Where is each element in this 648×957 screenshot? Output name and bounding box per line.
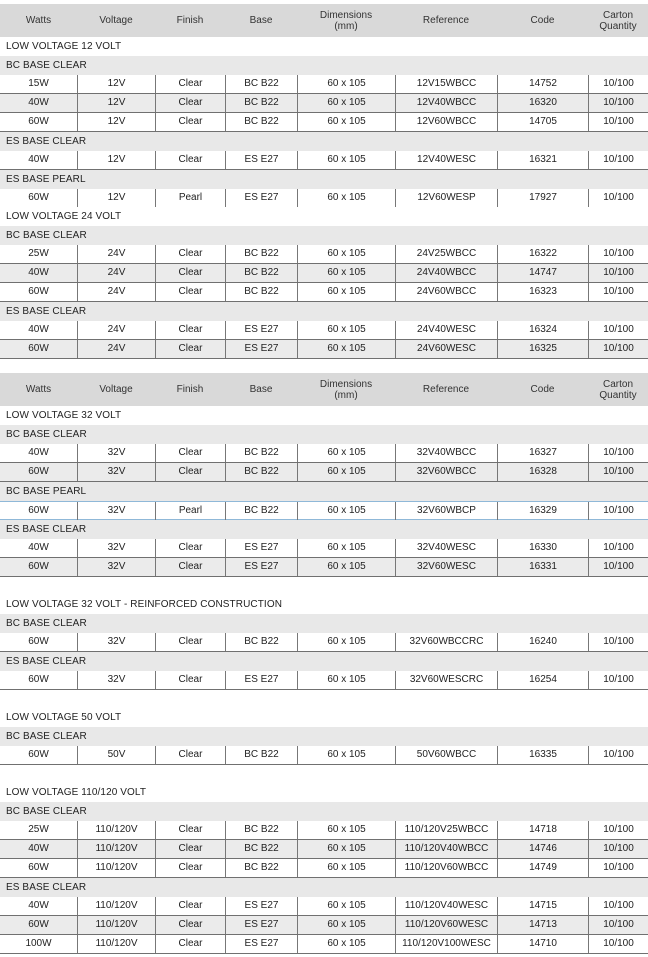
column-header-text: Code [530,15,555,26]
table-cell: ES E27 [225,321,297,339]
table-row [0,859,648,878]
table-cell: 60 x 105 [297,671,395,689]
table-cell: BC B22 [225,75,297,93]
table-cell: Clear [155,633,225,651]
table-cell: 14710 [497,935,588,953]
table-cell: 24V [77,340,155,358]
column-header-text: Reference [422,15,470,26]
table-cell: 32V60WESC [395,558,497,576]
table-cell: 16325 [497,340,588,358]
table-cell: ES E27 [225,340,297,358]
table-cell: 32V [77,444,155,462]
table-cell: 16323 [497,283,588,301]
table-cell: ES E27 [225,189,297,207]
table-cell: 110/120V40WESC [395,897,497,915]
table-row [0,746,648,765]
table-cell: 24V40WBCC [395,264,497,282]
column-header [497,4,588,37]
table-cell: 10/100 [588,264,648,282]
group-title-text: BC BASE CLEAR [6,618,87,629]
table-cell: 10/100 [588,151,648,169]
table-cell: 10/100 [588,75,648,93]
table-row [0,558,648,577]
group-title-text: BC BASE CLEAR [6,731,87,742]
table-cell: 60 x 105 [297,444,395,462]
table-cell: 12V [77,151,155,169]
group-title [0,132,648,151]
table-row [0,935,648,954]
section-title-text: LOW VOLTAGE 110/120 VOLT [6,787,147,798]
table-cell: Pearl [155,502,225,520]
table-cell: 16327 [497,444,588,462]
table-cell: 24V [77,264,155,282]
table-cell: 60W [28,636,49,647]
table-cell: BC B22 [225,859,297,877]
section-title-text: LOW VOLTAGE 50 VOLT [6,712,122,723]
section-title [0,207,648,226]
column-header-text: (mm) [334,20,358,32]
table-cell: 16322 [497,245,588,263]
table-cell: ES E27 [225,897,297,915]
table-cell: 10/100 [588,502,648,520]
table-cell: 110/120V [77,916,155,934]
table-cell: 14752 [497,75,588,93]
table-cell: 60 x 105 [297,502,395,520]
table-cell: 32V40WBCC [395,444,497,462]
table-cell: 50V [77,746,155,764]
table-cell: 10/100 [588,633,648,651]
group-title [0,652,648,671]
group-title [0,878,648,897]
table-row [0,75,648,94]
table-cell: 10/100 [588,113,648,131]
table-cell: BC B22 [225,264,297,282]
section-title [0,595,648,614]
group-title-text: BC BASE CLEAR [6,429,87,440]
table-cell: 60 x 105 [297,321,395,339]
table-cell: 60 x 105 [297,558,395,576]
table-cell: 14713 [497,916,588,934]
table-cell: 12V [77,75,155,93]
table-cell: 50V60WBCC [395,746,497,764]
table-cell: 32V60WBCCRC [395,633,497,651]
table-cell: 16331 [497,558,588,576]
table-cell: 16328 [497,463,588,481]
table-cell: 110/120V [77,935,155,953]
table-cell: 12V [77,113,155,131]
table-cell: 14749 [497,859,588,877]
column-header [155,4,225,37]
table-row [0,633,648,652]
table-cell: 60W [28,343,49,354]
table-cell: Clear [155,151,225,169]
column-header [155,373,225,406]
table-cell: BC B22 [225,463,297,481]
table-cell: BC B22 [225,821,297,839]
table-cell: 15W [28,78,49,89]
table-cell: 60 x 105 [297,935,395,953]
table-cell: Clear [155,935,225,953]
section-title [0,708,648,727]
table-row [0,897,648,916]
table-cell: 110/120V [77,821,155,839]
table-cell: 60 x 105 [297,821,395,839]
column-header [297,373,395,406]
table-row [0,671,648,690]
table-cell: 32V [77,633,155,651]
column-header-text: Code [530,384,555,395]
table-cell: 14747 [497,264,588,282]
group-title [0,226,648,245]
group-title [0,802,648,821]
table-cell: 14718 [497,821,588,839]
table-row [0,189,648,208]
group-title-text: BC BASE PEARL [6,486,87,497]
column-header-text: Base [249,15,273,26]
table-cell: 32V40WESC [395,539,497,557]
table-cell: 60 x 105 [297,340,395,358]
table-cell: BC B22 [225,746,297,764]
table-cell: Clear [155,558,225,576]
table-cell: 10/100 [588,558,648,576]
table-cell: 14715 [497,897,588,915]
table-cell: 110/120V [77,859,155,877]
table-cell: 12V [77,189,155,207]
column-header-text: Voltage [99,15,133,26]
table-cell: ES E27 [225,558,297,576]
column-header-text: Carton [602,9,633,21]
section-title [0,406,648,425]
column-header-text: Watts [25,15,52,26]
table-cell: 32V [77,671,155,689]
column-header [0,373,77,406]
table-cell: BC B22 [225,840,297,858]
column-header [0,4,77,37]
group-title-text: ES BASE CLEAR [6,136,87,147]
table-cell: BC B22 [225,633,297,651]
table-cell: 40W [28,900,49,911]
table-cell: 60W [28,466,49,477]
group-title-text: ES BASE CLEAR [6,882,87,893]
table-row [0,264,648,283]
table-cell: 16324 [497,321,588,339]
table-row [0,501,648,520]
section-title-text: LOW VOLTAGE 32 VOLT - REINFORCED CONSTRUCTION [6,599,283,610]
table-cell: 40W [28,267,49,278]
table-cell: 10/100 [588,245,648,263]
table-cell: 24V60WBCC [395,283,497,301]
column-header-text: (mm) [334,389,358,401]
table-cell: 60W [28,561,49,572]
table-cell: 16240 [497,633,588,651]
table-cell: 60W [28,862,49,873]
group-title-text: BC BASE CLEAR [6,806,87,817]
table-cell: 12V [77,94,155,112]
column-header [497,373,588,406]
table-cell: 12V60WBCC [395,113,497,131]
table-cell: 40W [28,542,49,553]
table-cell: 60 x 105 [297,283,395,301]
table-cell: 10/100 [588,935,648,953]
column-header [297,4,395,37]
table-cell: 10/100 [588,321,648,339]
table-cell: 60 x 105 [297,916,395,934]
table-cell: 12V40WBCC [395,94,497,112]
column-header-text: Base [249,384,273,395]
table-cell: 32V [77,502,155,520]
table-cell: 60W [28,286,49,297]
table-cell: BC B22 [225,113,297,131]
table-cell: 10/100 [588,821,648,839]
group-title-text: BC BASE CLEAR [6,230,87,241]
table-cell: Clear [155,746,225,764]
table-cell: ES E27 [225,671,297,689]
table-cell: 10/100 [588,283,648,301]
table-cell: 40W [28,843,49,854]
column-header [77,373,155,406]
table-cell: 16254 [497,671,588,689]
table-cell: BC B22 [225,444,297,462]
table-cell: 10/100 [588,463,648,481]
column-header-text: Carton [602,378,633,390]
group-title-text: BC BASE CLEAR [6,60,87,71]
table-cell: 10/100 [588,746,648,764]
table-cell: Clear [155,539,225,557]
table-cell: 16321 [497,151,588,169]
table-row [0,916,648,935]
table-cell: Clear [155,916,225,934]
table-cell: 24V60WESC [395,340,497,358]
table-cell: Clear [155,283,225,301]
table-cell: 24V40WESC [395,321,497,339]
table-cell: Clear [155,75,225,93]
table-cell: BC B22 [225,245,297,263]
column-header [395,373,497,406]
group-title [0,727,648,746]
table-row [0,539,648,558]
table-cell: 32V [77,463,155,481]
table-row [0,283,648,302]
group-title [0,614,648,633]
table-cell: 12V15WBCC [395,75,497,93]
table-cell: 60 x 105 [297,75,395,93]
table-row [0,245,648,264]
table-cell: Clear [155,264,225,282]
table-cell: 10/100 [588,189,648,207]
table-row [0,821,648,840]
table-cell: 32V60WBCC [395,463,497,481]
column-header-text: Reference [422,384,470,395]
table-cell: 32V [77,558,155,576]
table-cell: 60 x 105 [297,897,395,915]
table-cell: 32V60WBCP [395,502,497,520]
table-cell: Clear [155,94,225,112]
table-cell: ES E27 [225,151,297,169]
table-cell: 110/120V [77,897,155,915]
column-header [77,4,155,37]
table-cell: 32V [77,539,155,557]
table-cell: BC B22 [225,283,297,301]
table-cell: 16330 [497,539,588,557]
table-cell: 60 x 105 [297,245,395,263]
table-cell: 60 x 105 [297,463,395,481]
table-row [0,321,648,340]
group-title-text: ES BASE CLEAR [6,306,87,317]
section-title [0,37,648,56]
table-cell: 16335 [497,746,588,764]
table-cell: 10/100 [588,859,648,877]
table-cell: Clear [155,859,225,877]
table-cell: 60W [28,116,49,127]
table-cell: Clear [155,245,225,263]
table-cell: 60W [28,919,49,930]
table-cell: 10/100 [588,916,648,934]
table-cell: 60 x 105 [297,746,395,764]
table-cell: ES E27 [225,539,297,557]
table-cell: ES E27 [225,916,297,934]
table-cell: 32V60WESCRC [395,671,497,689]
group-title-text: ES BASE PEARL [6,174,86,185]
section-title-text: LOW VOLTAGE 12 VOLT [6,41,122,52]
table-cell: 60 x 105 [297,189,395,207]
table-cell: ES E27 [225,935,297,953]
group-title [0,56,648,75]
group-title [0,520,648,539]
table-cell: 12V40WESC [395,151,497,169]
table-row [0,113,648,132]
column-header-text: Voltage [99,384,133,395]
table-cell: 10/100 [588,444,648,462]
table-row [0,463,648,482]
table-cell: 24V [77,245,155,263]
table-cell: 40W [28,97,49,108]
table-cell: 25W [28,248,49,259]
table-cell: BC B22 [225,94,297,112]
table-cell: 110/120V100WESC [395,935,497,953]
table-cell: 60 x 105 [297,859,395,877]
column-header-text: Dimensions [319,378,373,390]
section-title [0,783,648,802]
table-cell: Clear [155,840,225,858]
table-row [0,444,648,463]
table-cell: 60W [28,505,49,516]
column-header-text: Dimensions [319,9,373,21]
section-title-text: LOW VOLTAGE 24 VOLT [6,211,122,222]
table-cell: Pearl [155,189,225,207]
table-cell: 14705 [497,113,588,131]
column-header-text: Quantity [599,389,637,401]
column-header-text: Finish [176,384,204,395]
table-cell: 14746 [497,840,588,858]
table-row [0,840,648,859]
column-header-text: Finish [176,15,204,26]
table-header [0,373,648,406]
table-cell: 10/100 [588,897,648,915]
table-cell: BC B22 [225,502,297,520]
table-cell: 60W [28,749,49,760]
table-cell: Clear [155,897,225,915]
table-cell: 60W [28,192,49,203]
table-cell: 100W [25,938,52,949]
table-cell: 10/100 [588,340,648,358]
table-cell: 10/100 [588,94,648,112]
group-title [0,170,648,189]
table-cell: 40W [28,447,49,458]
table-cell: Clear [155,113,225,131]
table-cell: 110/120V40WBCC [395,840,497,858]
table-cell: 60 x 105 [297,840,395,858]
table-cell: 12V60WESP [395,189,497,207]
table-cell: Clear [155,463,225,481]
table-cell: 60 x 105 [297,264,395,282]
group-title [0,302,648,321]
table-cell: 17927 [497,189,588,207]
table-row [0,94,648,113]
column-header [588,373,648,406]
table-cell: 16320 [497,94,588,112]
table-cell: 110/120V60WBCC [395,859,497,877]
group-title-text: ES BASE CLEAR [6,656,87,667]
table-cell: Clear [155,671,225,689]
table-cell: Clear [155,321,225,339]
table-row [0,151,648,170]
column-header [588,4,648,37]
column-header-text: Watts [25,384,52,395]
group-title [0,425,648,444]
table-cell: 40W [28,154,49,165]
table-row [0,340,648,359]
table-cell: 24V [77,283,155,301]
table-cell: Clear [155,444,225,462]
table-cell: 24V25WBCC [395,245,497,263]
section-title-text: LOW VOLTAGE 32 VOLT [6,410,122,421]
table-cell: 10/100 [588,539,648,557]
table-cell: 60W [28,674,49,685]
table-cell: 60 x 105 [297,113,395,131]
table-header [0,4,648,37]
group-title-text: ES BASE CLEAR [6,524,87,535]
table-cell: 60 x 105 [297,94,395,112]
column-header-text: Quantity [599,20,637,32]
table-cell: 110/120V60WESC [395,916,497,934]
table-cell: 16329 [497,502,588,520]
table-cell: 10/100 [588,840,648,858]
column-header [225,4,297,37]
table-cell: Clear [155,340,225,358]
table-cell: 60 x 105 [297,633,395,651]
table-cell: 25W [28,824,49,835]
table-cell: 110/120V [77,840,155,858]
table-cell: 110/120V25WBCC [395,821,497,839]
table-cell: 60 x 105 [297,151,395,169]
column-header [225,373,297,406]
table-cell: Clear [155,821,225,839]
table-cell: 10/100 [588,671,648,689]
table-cell: 40W [28,324,49,335]
table-cell: 24V [77,321,155,339]
table-cell: 60 x 105 [297,539,395,557]
group-title [0,482,648,501]
column-header [395,4,497,37]
